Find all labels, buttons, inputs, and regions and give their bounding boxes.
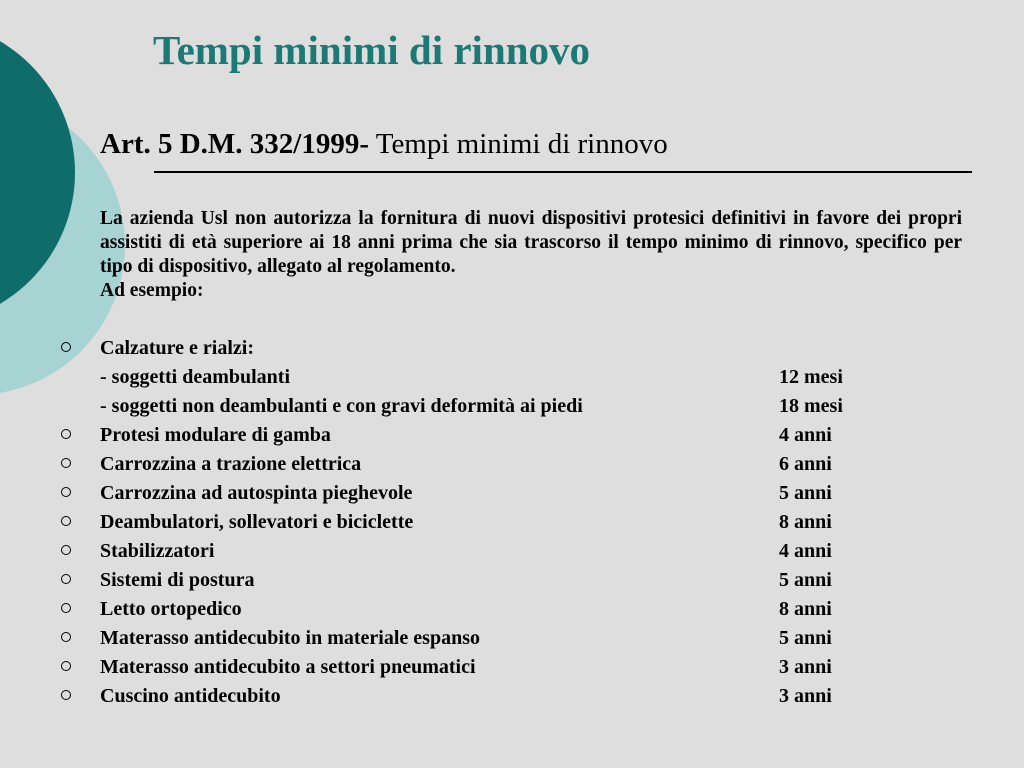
list-item [0,595,1024,624]
item-label: Materasso antidecubito a settori pneumatici [100,656,476,678]
circle-bullet-icon [61,574,71,584]
list-item [0,392,1024,421]
intro-text: La azienda Usl non autorizza la fornitura di nuovi dispositivi protesici definitivi in favore dei propri assistiti di età superiore ai 18 anni prima che sia trascorso il tempo minimo di rinnovo, specifico per tipo di dispositivo, allegato al regolamento. [100,208,962,277]
item-value: 8 anni [779,598,832,620]
list-item [0,624,1024,653]
list-item [0,682,1024,711]
item-value: 4 anni [779,424,832,446]
circle-bullet-icon [61,429,71,439]
item-value: 8 anni [779,511,832,533]
circle-bullet-icon [61,603,71,613]
circle-bullet-icon [61,342,71,352]
item-value: 18 mesi [779,395,843,417]
list-item [0,450,1024,479]
item-label: Carrozzina a trazione elettrica [100,453,362,475]
item-label: Stabilizzatori [100,540,215,562]
item-value: 3 anni [779,656,832,678]
item-label: Protesi modulare di gamba [100,424,331,446]
item-label: - soggetti deambulanti [100,366,290,388]
circle-bullet-icon [61,690,71,700]
slide-subtitle [100,128,668,161]
list-item [0,421,1024,450]
intro-example-label: Ad esempio: [100,280,204,301]
item-label: Letto ortopedico [100,598,242,620]
list-item [0,566,1024,595]
item-value: 4 anni [779,540,832,562]
item-value: 5 anni [779,627,832,649]
item-value: 3 anni [779,685,832,707]
list-item [0,508,1024,537]
circle-bullet-icon [61,661,71,671]
subtitle-text: Tempi minimi di rinnovo [375,128,668,160]
slide-title: Tempi minimi di rinnovo [153,27,591,73]
circle-bullet-icon [61,487,71,497]
item-label: Materasso antidecubito in materiale espanso [100,627,480,649]
list-item [0,653,1024,682]
item-value: 6 anni [779,453,832,475]
item-label: Cuscino antidecubito [100,685,281,707]
list-item [0,537,1024,566]
circle-bullet-icon [61,545,71,555]
item-label: - soggetti non deambulanti e con gravi deformità ai piedi [100,395,583,417]
item-label: Calzature e rialzi: [100,337,255,359]
subtitle-underline [154,171,972,173]
item-label: Deambulatori, sollevatori e biciclette [100,511,414,533]
item-value: 5 anni [779,482,832,504]
subtitle-reference: Art. 5 D.M. 332/1999- [100,128,370,160]
intro-paragraph [100,207,962,303]
circle-bullet-icon [61,632,71,642]
item-value: 12 mesi [779,366,843,388]
item-label: Sistemi di postura [100,569,255,591]
list-item [0,363,1024,392]
list-item [0,479,1024,508]
circle-bullet-icon [61,516,71,526]
item-label: Carrozzina ad autospinta pieghevole [100,482,413,504]
circle-bullet-icon [61,458,71,468]
list-item [0,334,1024,363]
item-value: 5 anni [779,569,832,591]
